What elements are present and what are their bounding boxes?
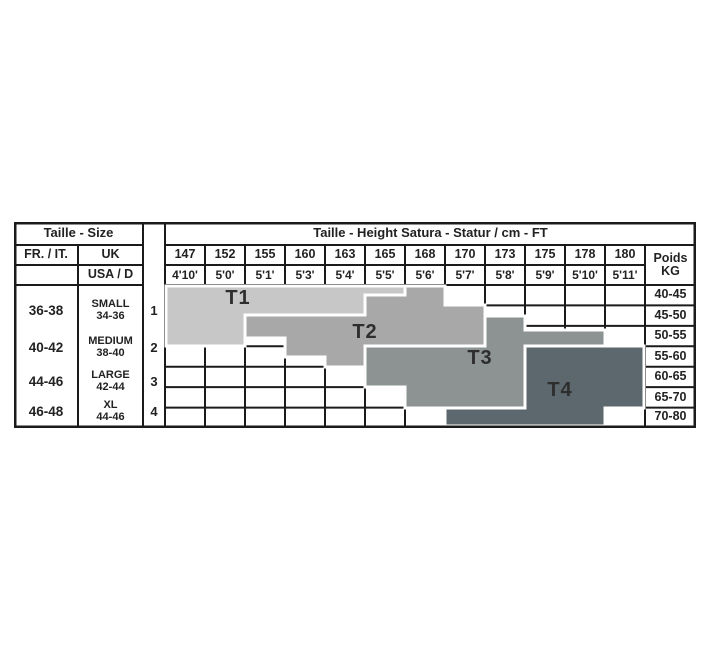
height-cm: 165 bbox=[374, 247, 396, 262]
poids-label: Poids bbox=[653, 250, 688, 265]
height-ft: 5'11' bbox=[612, 267, 638, 282]
height-ft: 5'0' bbox=[215, 267, 235, 282]
size-uk-range: 44-46 bbox=[96, 411, 125, 423]
size-index: 1 bbox=[150, 302, 158, 318]
usa-d-header: USA / D bbox=[87, 267, 134, 282]
height-cm: 175 bbox=[534, 247, 556, 262]
band-label-t3: T3 bbox=[467, 347, 493, 370]
size-uk-name: MEDIUM bbox=[88, 335, 133, 348]
size-uk bbox=[78, 366, 143, 398]
weight-range: 65-70 bbox=[654, 389, 687, 404]
size-index: 4 bbox=[150, 403, 158, 419]
height-ft: 5'3' bbox=[295, 267, 315, 282]
size-uk-range: 42-44 bbox=[96, 381, 125, 393]
band-label-t4: T4 bbox=[547, 379, 573, 402]
height-cm: 180 bbox=[614, 247, 636, 262]
weight-range: 55-60 bbox=[654, 348, 687, 363]
size-uk bbox=[78, 396, 143, 428]
size-fr: 44-46 bbox=[28, 373, 64, 389]
height-ft: 5'4' bbox=[335, 267, 355, 282]
height-ft: 5'1' bbox=[255, 267, 275, 282]
size-title: Taille - Size bbox=[43, 225, 114, 241]
height-ft: 4'10' bbox=[172, 267, 198, 282]
band-label-t2: T2 bbox=[352, 321, 378, 344]
size-index: 2 bbox=[150, 339, 158, 355]
size-uk-name: LARGE bbox=[91, 369, 130, 382]
size-uk-range: 38-40 bbox=[96, 347, 125, 359]
size-uk bbox=[78, 295, 143, 327]
weight-range: 45-50 bbox=[654, 307, 687, 322]
size-fr: 40-42 bbox=[28, 339, 64, 355]
height-cm: 173 bbox=[494, 247, 516, 262]
weight-range: 40-45 bbox=[654, 287, 687, 302]
size-chart-table bbox=[14, 222, 696, 428]
weight-range: 60-65 bbox=[654, 369, 687, 384]
weight-range: 70-80 bbox=[654, 409, 687, 424]
height-cm: 147 bbox=[174, 247, 196, 262]
size-fr: 36-38 bbox=[28, 302, 64, 318]
size-uk-name: XL bbox=[103, 399, 118, 412]
height-ft: 5'8' bbox=[495, 267, 515, 282]
poids-kg-header bbox=[645, 245, 696, 285]
size-index: 3 bbox=[150, 373, 158, 389]
height-cm: 178 bbox=[574, 247, 596, 262]
height-cm: 163 bbox=[334, 247, 356, 262]
size-fr: 46-48 bbox=[28, 403, 64, 419]
weight-range: 50-55 bbox=[654, 328, 687, 343]
height-cm: 168 bbox=[414, 247, 436, 262]
size-uk bbox=[78, 332, 143, 364]
height-cm: 170 bbox=[454, 247, 476, 262]
kg-label: KG bbox=[661, 264, 680, 278]
band-label-t1: T1 bbox=[225, 287, 251, 310]
uk-header: UK bbox=[101, 247, 120, 262]
height-ft: 5'7' bbox=[455, 267, 475, 282]
size-uk-name: SMALL bbox=[91, 298, 130, 311]
height-cm: 160 bbox=[294, 247, 316, 262]
size-uk-range: 34-36 bbox=[96, 310, 125, 322]
fr-it-header: FR. / IT. bbox=[24, 247, 68, 262]
height-cm: 155 bbox=[254, 247, 276, 262]
height-ft: 5'6' bbox=[415, 267, 435, 282]
height-title: Taille - Height Satura - Statur / cm - FT bbox=[313, 225, 548, 241]
height-ft: 5'5' bbox=[375, 267, 395, 282]
height-ft: 5'9' bbox=[535, 267, 555, 282]
height-cm: 152 bbox=[214, 247, 236, 262]
height-ft: 5'10' bbox=[572, 267, 598, 282]
